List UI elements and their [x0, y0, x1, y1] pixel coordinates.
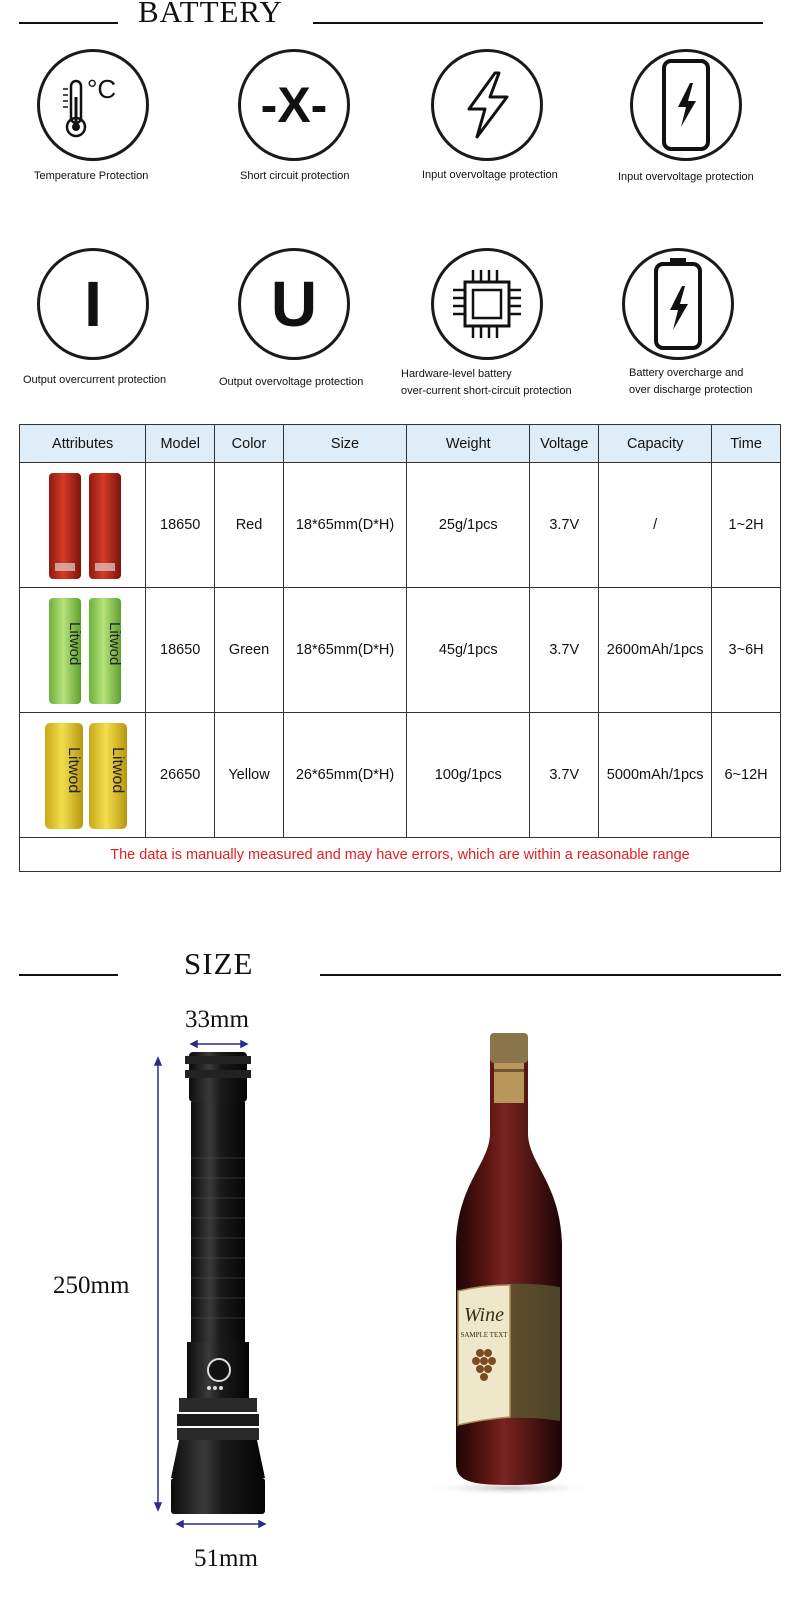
head-width-label: 33mm	[185, 1006, 249, 1033]
icon-label-short-circuit: Short circuit protection	[240, 170, 350, 182]
size-section-title: SIZE	[184, 946, 254, 981]
table-disclaimer-note: The data is manually measured and may have errors, which are within a reasonable range	[20, 838, 781, 872]
header-size: Size	[283, 425, 406, 463]
bottle-label-title: Wine	[464, 1304, 504, 1326]
battery-brand-text: Litwod	[64, 747, 82, 794]
length-label: 250mm	[53, 1272, 130, 1299]
tail-width-label: 51mm	[194, 1545, 258, 1572]
row2-capacity: 2600mAh/1pcs	[599, 588, 712, 713]
row2-model: 18650	[146, 588, 215, 713]
row3-weight: 100g/1pcs	[407, 713, 530, 838]
bottle-label-text: SAMPLE TEXT	[460, 1331, 508, 1339]
row3-time: 6~12H	[712, 713, 781, 838]
row1-capacity: /	[599, 463, 712, 588]
voltage-u-icon: U	[270, 268, 318, 340]
header-attributes: Attributes	[20, 425, 146, 463]
row3-size: 26*65mm(D*H)	[283, 713, 406, 838]
header-capacity: Capacity	[599, 425, 712, 463]
header-voltage: Voltage	[530, 425, 599, 463]
header-time: Time	[712, 425, 781, 463]
row1-size: 18*65mm(D*H)	[283, 463, 406, 588]
battery-brand-text: Litwod	[65, 622, 83, 666]
wine-bottle-image	[410, 1033, 610, 1503]
row1-weight: 25g/1pcs	[407, 463, 530, 588]
row2-weight: 45g/1pcs	[407, 588, 530, 713]
row2-size: 18*65mm(D*H)	[283, 588, 406, 713]
row1-voltage: 3.7V	[530, 463, 599, 588]
battery-brand-text: Litwod	[108, 747, 126, 794]
short-circuit-icon: -X-	[260, 77, 328, 133]
battery-section-title: BATTERY	[138, 0, 283, 29]
icon-label-input-overvoltage-2: Input overvoltage protection	[618, 171, 754, 183]
row3-voltage: 3.7V	[530, 713, 599, 838]
row2-voltage: 3.7V	[530, 588, 599, 713]
flashlight-image	[167, 1048, 277, 1518]
current-i-icon: I	[84, 268, 102, 340]
battery-brand-text: Litwod	[105, 622, 123, 666]
icon-label-output-overcurrent: Output overcurrent protection	[23, 374, 167, 386]
header-color: Color	[215, 425, 284, 463]
row3-model: 26650	[146, 713, 215, 838]
icon-label-temperature: Temperature Protection	[34, 170, 149, 182]
celsius-symbol: °C	[87, 74, 117, 104]
icon-label-hardware-protection: Hardware-level battery over-current short-circuit protection	[401, 368, 572, 397]
row2-time: 3~6H	[712, 588, 781, 713]
row2-color: Green	[215, 588, 284, 713]
row3-capacity: 5000mAh/1pcs	[599, 713, 712, 838]
icon-label-overcharge: Battery overcharge and over discharge protection	[629, 367, 753, 396]
row1-model: 18650	[146, 463, 215, 588]
header-weight: Weight	[407, 425, 530, 463]
row1-color: Red	[215, 463, 284, 588]
row1-time: 1~2H	[712, 463, 781, 588]
icon-label-input-overvoltage: Input overvoltage protection	[422, 169, 558, 181]
row3-color: Yellow	[215, 713, 284, 838]
header-model: Model	[146, 425, 215, 463]
icon-label-output-overvoltage: Output overvoltage protection	[219, 376, 364, 388]
